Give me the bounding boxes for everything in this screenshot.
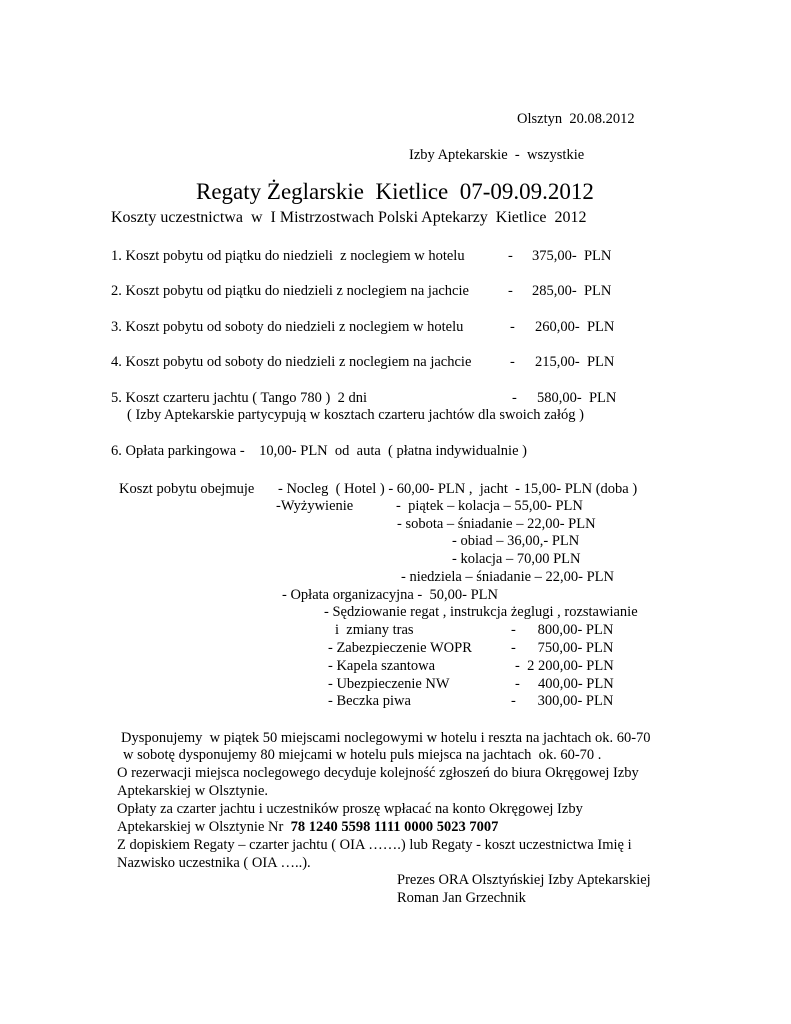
note-line: w sobotę dysponujemy 80 miejcami w hotelu puls miejsca na jachtach ok. 60-70 . [123,747,602,763]
org-item-amount: - 300,00- PLN [511,693,614,709]
note-line: Aptekarskiej w Olsztynie. [117,783,269,799]
note-line: O rezerwacji miejsca noclegowego decyduje kolejność zgłoszeń do biura Okręgowej Izby [117,765,639,781]
cost-item-dash: - [512,390,517,406]
org-item-amount: - 750,00- PLN [511,640,614,656]
parking-fee: 6. Opłata parkingowa - 10,00- PLN od auta ( płatna indywidualnie ) [111,443,527,459]
cost-item-amount: 375,00- PLN [532,248,612,264]
recipient: Izby Aptekarskie - wszystkie [409,147,585,163]
cost-item-amount: 215,00- PLN [535,354,615,370]
note-line [117,818,498,836]
account-prefix: Aptekarskiej w Olsztynie Nr [117,819,284,835]
org-fee: - Opłata organizacyjna - 50,00- PLN [282,587,498,603]
meal-sobota-obiad: - obiad – 36,00,- PLN [452,533,580,549]
cost-item-dash: - [510,319,515,335]
org-item-text: i zmiany tras [335,622,414,638]
meal-niedziela: - niedziela – śniadanie – 22,00- PLN [401,569,615,585]
cost-item-text: 3. Koszt pobytu od soboty do niedzieli z noclegiem w hotelu [111,319,464,335]
signature-name: Roman Jan Grzechnik [397,890,526,906]
signature-title: Prezes ORA Olsztyńskiej Izby Aptekarskiej [397,872,651,888]
bank-account-number: 78 1240 5598 1111 0000 5023 7007 [290,819,499,835]
cost-item-text: 5. Koszt czarteru jachtu ( Tango 780 ) 2 dni [111,390,368,406]
cost-item-dash: - [508,283,513,299]
meal-sobota-sniadanie: - sobota – śniadanie – 22,00- PLN [397,516,596,532]
place-date: Olsztyn 20.08.2012 [517,111,635,127]
org-item-text: - Zabezpieczenie WOPR [328,640,472,656]
cost-item-dash: - [508,248,513,264]
note-line: Z dopiskiem Regaty – czarter jachtu ( OIA …….) lub Regaty - koszt uczestnictwa Imię i [117,837,632,853]
meal-piatek: - piątek – kolacja – 55,00- PLN [396,498,583,514]
includes-wyzywienie: -Wyżywienie [276,498,354,514]
document-title: Regaty Żeglarskie Kietlice 07-09.09.2012 [196,179,594,204]
org-item-text: - Sędziowanie regat , instrukcja żeglugi , rozstawianie [324,604,638,620]
org-item-text: - Ubezpieczenie NW [328,676,450,692]
document-subtitle: Koszty uczestnictwa w I Mistrzostwach Polski Aptekarzy Kietlice 2012 [111,209,587,226]
org-item-amount: - 400,00- PLN [515,676,614,692]
note-line: Dysponujemy w piątek 50 miejscami noclegowymi w hotelu i reszta na jachtach ok. 60-70 [121,730,651,746]
cost-item-amount: 285,00- PLN [532,283,612,299]
cost-item-text: 1. Koszt pobytu od piątku do niedzieli z noclegiem w hotelu [111,248,465,264]
cost-item-dash: - [510,354,515,370]
cost-item-amount: 260,00- PLN [535,319,615,335]
cost-item-amount: 580,00- PLN [537,390,617,406]
org-item-text: - Kapela szantowa [328,658,436,674]
includes-label: Koszt pobytu obejmuje [119,481,255,497]
org-item-text: - Beczka piwa [328,693,411,709]
org-item-amount: - 2 200,00- PLN [515,658,614,674]
note-line: Nazwisko uczestnika ( OIA …..). [117,855,311,871]
charter-note: ( Izby Aptekarskie partycypują w kosztach czarteru jachtów dla swoich załóg ) [127,407,584,423]
org-item-amount: - 800,00- PLN [511,622,614,638]
meal-sobota-kolacja: - kolacja – 70,00 PLN [452,551,581,567]
note-line: Opłaty za czarter jachtu i uczestników proszę wpłacać na konto Okręgowej Izby [117,801,583,817]
cost-item-text: 2. Koszt pobytu od piątku do niedzieli z noclegiem na jachcie [111,283,469,299]
cost-item-text: 4. Koszt pobytu od soboty do niedzieli z noclegiem na jachcie [111,354,472,370]
includes-nocleg: - Nocleg ( Hotel ) - 60,00- PLN , jacht - 15,00- PLN (doba ) [278,481,638,497]
